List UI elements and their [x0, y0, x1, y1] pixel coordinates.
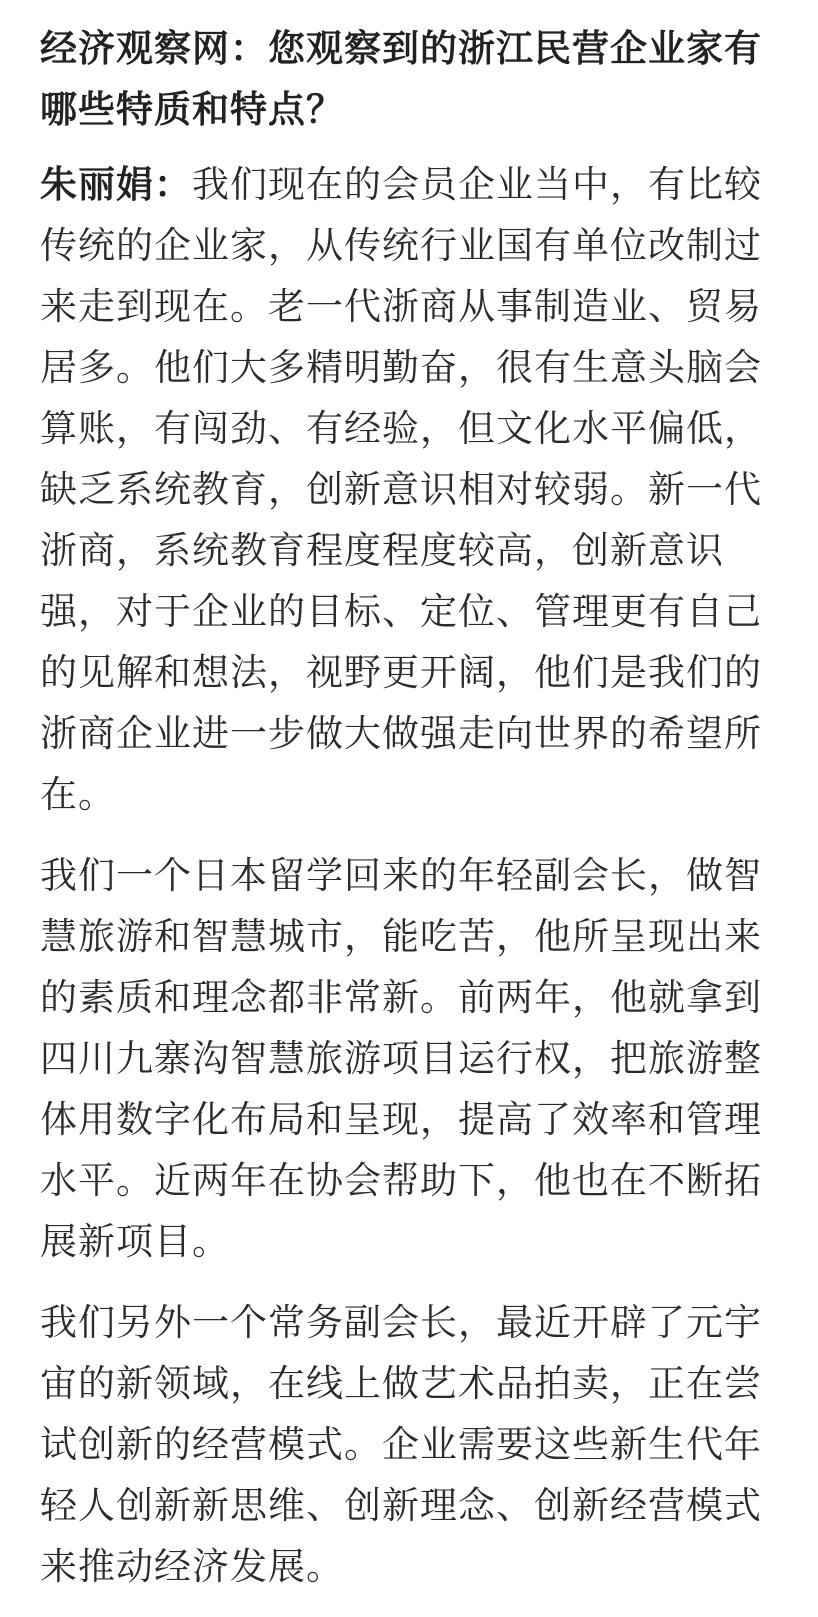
- answer-paragraph: [40, 154, 778, 825]
- speaker-name: 朱丽娟：: [40, 163, 192, 206]
- paragraph-executive-vice-president: 我们另外一个常务副会长，最近开辟了元宇宙的新领域，在线上做艺术品拍卖，正在尝试创新的经营模式。企业需要这些新生代年轻人创新新思维、创新理念、创新经营模式来推动经济发展。: [40, 1301, 762, 1588]
- paragraph-young-vice-president: 我们一个日本留学回来的年轻副会长，做智慧旅游和智慧城市，能吃苦，他所呈现出来的素质和理念都非常新。前两年，他就拿到四川九寨沟智慧旅游项目运行权，把旅游整体用数字化布局和呈现，提高了效率和管理水平。近两年在协会帮助下，他也在不断拓展新项目。: [40, 854, 762, 1263]
- interview-question: 经济观察网：您观察到的浙江民营企业家有哪些特质和特点？: [40, 27, 762, 131]
- answer-text: 我们现在的会员企业当中，有比较传统的企业家，从传统行业国有单位改制过来走到现在。老一代浙商从事制造业、贸易居多。他们大多精明勤奋，很有生意头脑会算账，有闯劲、有经验，但文化水平偏低，缺乏系统教育，创新意识相对较弱。新一代浙商，系统教育程度程度较高，创新意识强，对于企业的目标、定位、管理更有自己的见解和想法，视野更开阔，他们是我们的浙商企业进一步做大做强走向世界的希望所在。: [40, 163, 762, 816]
- article-body: [40, 18, 778, 1617]
